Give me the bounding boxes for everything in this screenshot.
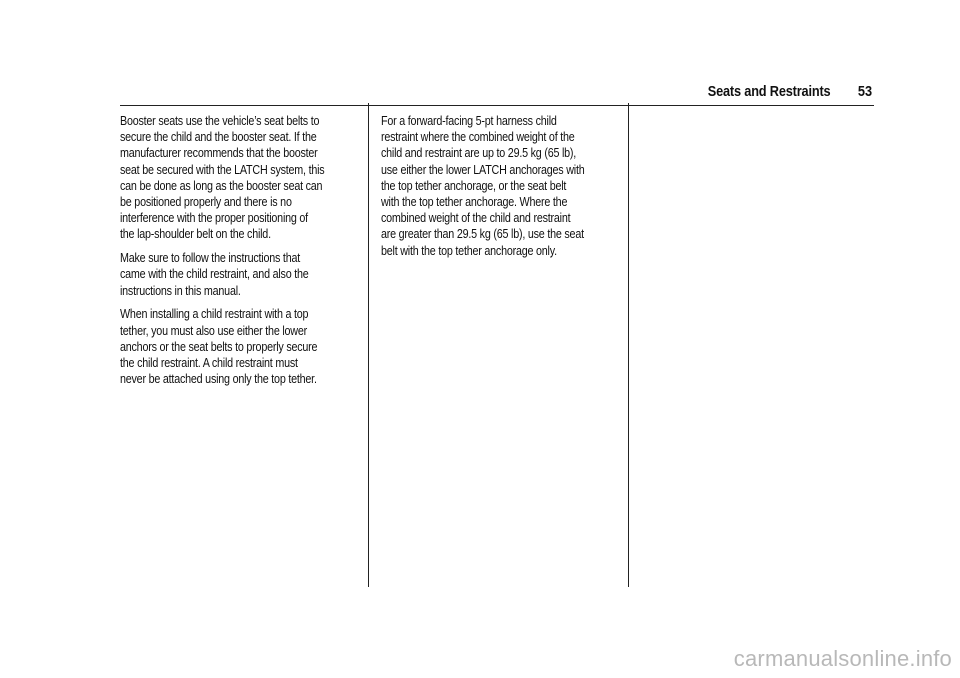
text-line: belt with the top tether anchorage only. [381,243,557,258]
page-number: 53 [857,84,872,100]
text-line: with the top tether anchorage. Where the [381,195,568,210]
text-line: instructions in this manual. [120,283,241,298]
text-line: When installing a child restraint with a top [120,307,309,322]
text-line: child and restraint are up to 29.5 kg (65 lb), [381,146,577,161]
text-line: anchors or the seat belts to properly secure [120,339,318,354]
text-line: interference with the proper positioning of [120,211,308,226]
text-line: seat be secured with the LATCH system, this [120,162,325,177]
text-line: tether, you must also use either the lower [120,323,307,338]
text-line: restraint where the combined weight of the [381,130,575,145]
paragraph-booster-seats [120,113,323,243]
watermark: carmanualsonline.info [733,646,952,671]
text-line: For a forward-facing 5-pt harness child [381,114,557,128]
text-line: the top tether anchorage, or the seat belt [381,178,567,193]
paragraph-top-tether [120,306,323,387]
text-line: Make sure to follow the instructions that [120,251,301,266]
page-header [120,83,874,106]
section-title: Seats and Restraints [707,84,830,100]
paragraph-forward-facing [381,113,584,259]
text-line: are greater than 29.5 kg (65 lb), use the seat [381,227,584,242]
text-line: the lap-shoulder belt on the child. [120,227,271,242]
text-line: can be done as long as the booster seat can [120,178,323,193]
paragraph-follow-instructions [120,250,323,299]
text-line: the child restraint. A child restraint must [120,356,298,371]
column-divider-right [628,103,629,587]
right-column [381,113,617,266]
column-divider-left [368,103,369,587]
text-line: use either the lower LATCH anchorages with [381,162,585,177]
text-line: came with the child restraint, and also the [120,267,309,282]
left-column [120,113,356,395]
text-line: combined weight of the child and restraint [381,211,571,226]
text-line: be positioned properly and there is no [120,195,292,210]
text-line: Booster seats use the vehicle’s seat belts to [120,114,320,128]
text-line: never be attached using only the top tether. [120,372,317,387]
text-line: secure the child and the booster seat. If the [120,130,317,145]
text-line: manufacturer recommends that the booster [120,146,318,161]
